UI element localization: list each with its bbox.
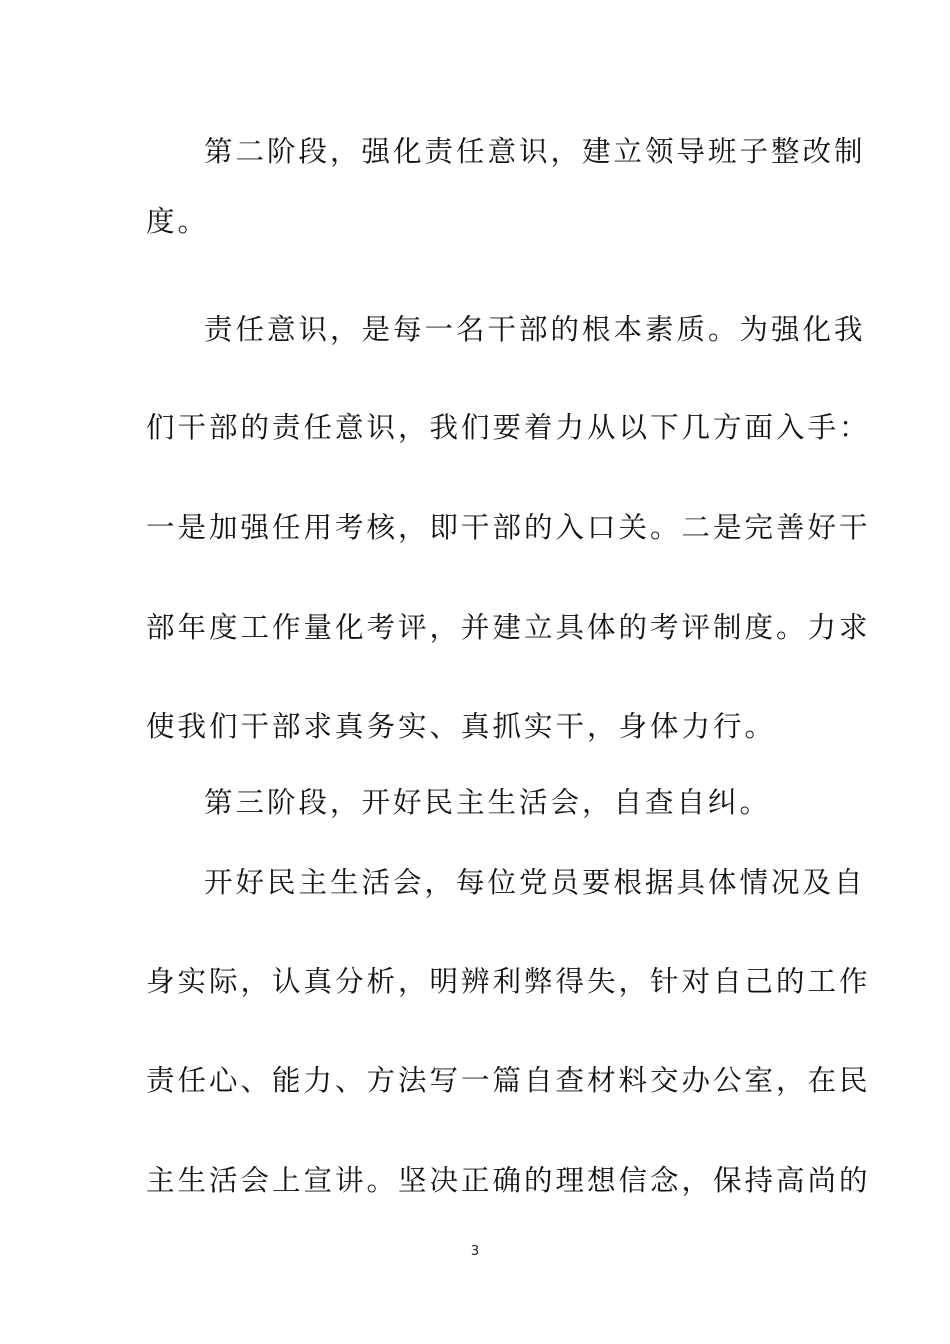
- text-line: 第三阶段，开好民主生活会，自查自纠。: [204, 786, 772, 819]
- text-line: 度。: [146, 205, 210, 238]
- page-number: 3: [470, 1244, 480, 1259]
- text-line: 主生活会上宣讲。坚决正确的理想信念，保持高尚的: [146, 1164, 871, 1197]
- text-line: 第二阶段，强化责任意识，建立领导班子整改制: [204, 135, 866, 168]
- text-line: 身实际，认真分析，明辨利弊得失，针对自己的工作: [146, 965, 871, 998]
- text-line: 责任意识，是每一名干部的根本素质。为强化我: [204, 313, 866, 346]
- text-line: 使我们干部求真务实、真抓实干，身体力行。: [146, 710, 777, 743]
- text-line: 部年度工作量化考评，并建立具体的考评制度。力求: [146, 611, 871, 644]
- text-line: 责任心、能力、方法写一篇自查材料交办公室，在民: [146, 1064, 871, 1097]
- text-line: 开好民主生活会，每位党员要根据具体情况及自: [204, 866, 866, 899]
- text-line: 们干部的责任意识，我们要着力从以下几方面入手：: [146, 411, 871, 444]
- text-line: 一是加强任用考核，即干部的入口关。二是完善好干: [146, 511, 871, 544]
